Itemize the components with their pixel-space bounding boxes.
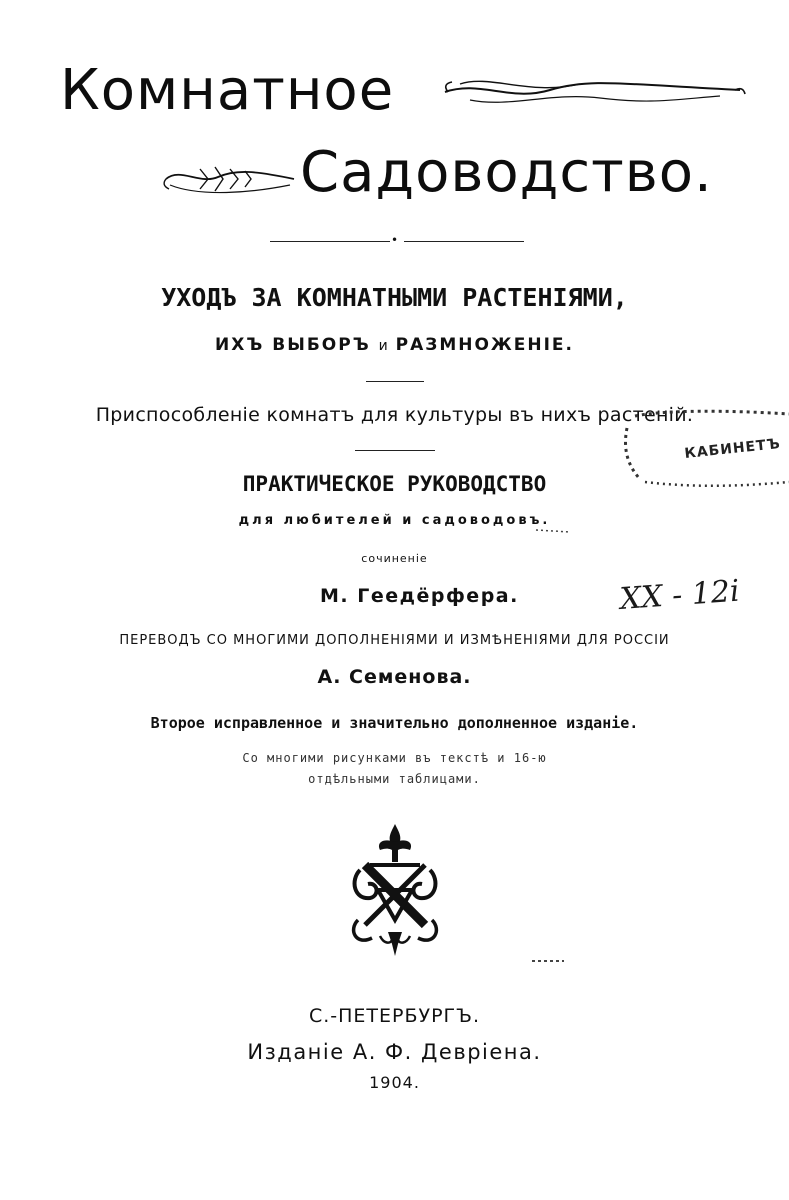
figures-line-1: Со многими рисунками въ текстѣ и 16-ю	[242, 751, 547, 765]
scan-speck-1	[534, 520, 574, 540]
title-line-2: Садоводство.	[300, 140, 713, 205]
imprint-year: 1904.	[369, 1073, 420, 1092]
imprint-city: С.-ПЕТЕРБУРГЪ.	[308, 1005, 481, 1027]
composition-label: сочиненіе	[361, 552, 428, 565]
divider-dot: •	[391, 233, 399, 247]
subtitle-propagation: РАЗМНОЖЕНІЕ.	[395, 335, 574, 355]
handwritten-shelf-mark: XX - 12i	[618, 573, 741, 617]
subtitle-line-1: УХОДЪ ЗА КОМНАТНЫМИ РАСТЕНІЯМИ,	[161, 283, 628, 312]
stamp-text: КАБИНЕТЪ	[683, 435, 782, 462]
subtitle-conjunction: и	[378, 338, 388, 354]
divider-rule-2	[366, 381, 424, 382]
edition-line: Второе исправленное и значительно дополненное изданіе.	[150, 714, 639, 732]
flourish-ornament-top	[440, 70, 750, 110]
publisher-monogram-icon	[340, 820, 450, 960]
divider-rule-right	[404, 241, 524, 242]
title-line-1: Комнатное	[60, 58, 395, 123]
imprint-publisher: Изданіе А. Ф. Девріена.	[247, 1040, 542, 1064]
guide-title: ПРАКТИЧЕСКОЕ РУКОВОДСТВО	[242, 472, 547, 496]
author-name: М. Геедёрфера.	[320, 585, 519, 607]
divider-rule-left	[270, 241, 390, 242]
subtitle-choice: ИХЪ ВЫБОРЪ	[215, 335, 371, 355]
figures-line-2: отдѣльными таблицами.	[308, 772, 481, 786]
translator-name: А. Семенова.	[317, 666, 472, 688]
divider-rule-3	[355, 450, 435, 451]
translation-line: ПЕРЕВОДЪ СО МНОГИМИ ДОПОЛНЕНІЯМИ И ИЗМѢНЕНІЯМИ ДЛЯ РОССІИ	[119, 633, 670, 648]
flourish-ornament-left	[160, 155, 300, 205]
guide-audience: для любителей и садоводовъ.	[238, 513, 551, 528]
subtitle-line-2	[0, 335, 789, 355]
adaptation-line: Приспособленіе комнатъ для культуры въ нихъ растеній.	[95, 404, 694, 426]
scan-speck-2	[530, 955, 570, 967]
library-stamp-icon	[605, 408, 789, 488]
